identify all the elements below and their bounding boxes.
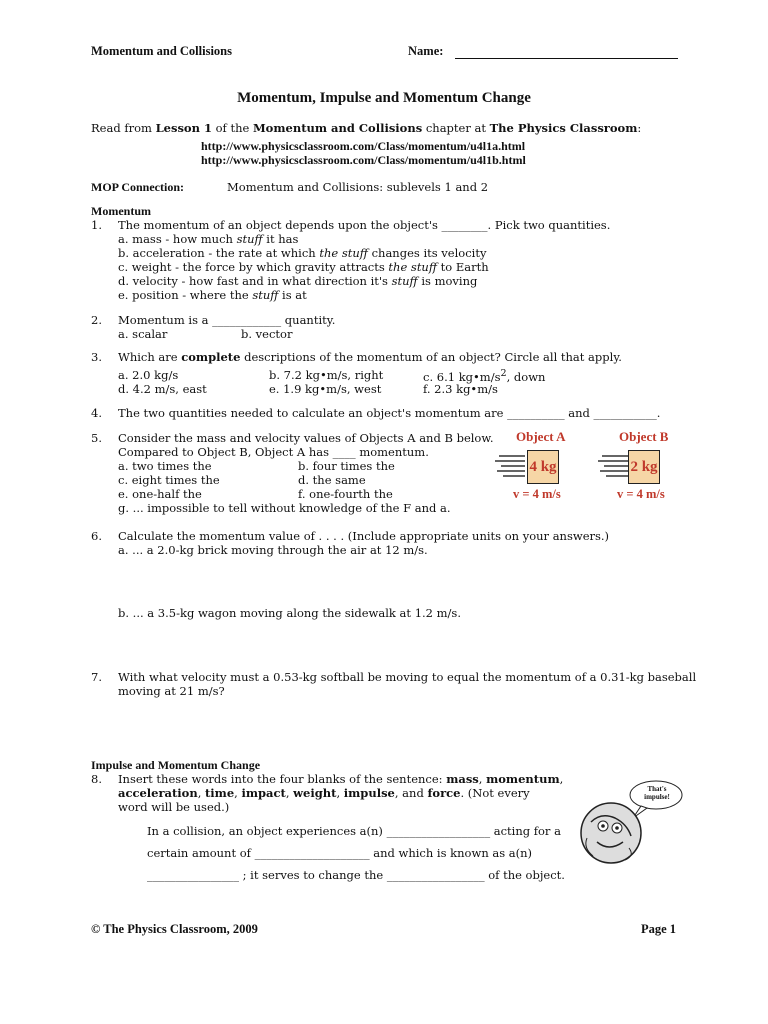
q7-number: 7. [91,670,102,684]
q3-option-b: b. 7.2 kg•m/s, right [269,368,384,382]
q1-option-a: a. mass - how much stuff it has [118,232,299,246]
q8-line1: Insert these words into the four blanks of the sentence: mass, momentum, [118,772,564,786]
q8-sentence-1: In a collision, an object experiences a(n) __________________ acting for a [147,824,561,838]
q6-part-a: a. ... a 2.0-kg brick moving through the air at 12 m/s. [118,543,428,557]
q1-option-c: c. weight - the force by which gravity attracts the stuff to Earth [118,260,489,274]
page-title: Momentum, Impulse and Momentum Change [237,90,531,106]
speech-bubble-text: That's impulse! [644,785,670,801]
object-b-box: 2 kg [628,450,660,484]
q3-text: Which are complete descriptions of the momentum of an object? Circle all that apply. [118,350,622,364]
q3-number: 3. [91,350,102,364]
q5-option-g: g. ... impossible to tell without knowledge of the F and a. [118,501,451,515]
object-b-velocity: v = 4 m/s [617,487,665,501]
q4-number: 4. [91,406,102,420]
motion-lines-b-icon [598,452,630,482]
q7-line1: With what velocity must a 0.53-kg softball be moving to equal the momentum of a 0.31-kg baseball [118,670,697,684]
q5-option-d: d. the same [298,473,366,487]
q8-line2: acceleration, time, impact, weight, impulse, and force. (Not every [118,786,530,800]
q1-option-d: d. velocity - how fast and in what direction it's stuff is moving [118,274,478,288]
section-impulse: Impulse and Momentum Change [91,758,261,772]
q3-option-c: c. 6.1 $kg•m/s^2$, down [423,368,546,384]
q6-number: 6. [91,529,102,543]
q5-option-e: e. one-half the [118,487,202,501]
q5-line1: Consider the mass and velocity values of Objects A and B below. [118,431,494,445]
q7-line2: moving at 21 m/s? [118,684,225,698]
q6-part-b: b. ... a 3.5-kg wagon moving along the sidewalk at 1.2 m/s. [118,606,461,620]
q5-line2: Compared to Object B, Object A has ____ momentum. [118,445,429,459]
object-a-box: 4 kg [527,450,559,484]
url-link-2[interactable]: http://www.physicsclassroom.com/Class/momentum/u4l1b.html [201,153,526,167]
mop-text: Momentum and Collisions: sublevels 1 and 2 [227,180,489,194]
q8-sentence-2: certain amount of ____________________ and which is known as a(n) [147,846,533,860]
mop-label: MOP Connection: [91,180,184,194]
q3-option-d: d. 4.2 m/s, east [118,382,207,396]
footer-copyright: © The Physics Classroom, 2009 [91,922,258,936]
q6-text: Calculate the momentum value of . . . . (Include appropriate units on your answers.) [118,529,610,543]
q2-option-b: b. vector [241,327,293,341]
q8-line3: word will be used.) [118,800,230,814]
q5-option-c: c. eight times the [118,473,220,487]
name-field-line[interactable] [455,58,678,59]
q4-text: The two quantities needed to calculate an object's momentum are __________ and ___________. [118,406,661,420]
section-momentum: Momentum [91,204,151,218]
intro-line: Read from Lesson 1 of the Momentum and Collisions chapter at The Physics Classroom: [91,121,642,135]
page-number: Page 1 [641,922,677,936]
q1-option-b: b. acceleration - the rate at which the stuff changes its velocity [118,246,487,260]
q5-option-a: a. two times the [118,459,212,473]
q8-sentence-3: ________________ ; it serves to change the _________________ of the object. [147,868,565,882]
q1-option-e: e. position - where the stuff is at [118,288,307,302]
q2-option-a: a. scalar [118,327,168,341]
q1-text: The momentum of an object depends upon the object's ________. Pick two quantities. [118,218,611,232]
url-link-1[interactable]: http://www.physicsclassroom.com/Class/momentum/u4l1a.html [201,139,526,153]
q5-number: 5. [91,431,102,445]
q5-option-f: f. one-fourth the [298,487,393,501]
q8-number: 8. [91,772,102,786]
object-a-velocity: v = 4 m/s [513,487,561,501]
header-title: Momentum and Collisions [91,44,232,58]
motion-lines-a-icon [495,452,527,482]
q2-text: Momentum is a ____________ quantity. [118,313,336,327]
q3-option-e: e. 1.9 kg•m/s, west [269,382,382,396]
q1-number: 1. [91,218,102,232]
name-label: Name: [408,44,444,58]
object-b-label: Object B [619,429,669,444]
q2-number: 2. [91,313,102,327]
q3-option-f: f. 2.3 kg•m/s [423,382,498,396]
object-a-label: Object A [516,429,566,444]
q5-option-b: b. four times the [298,459,395,473]
q3-option-a: a. 2.0 kg/s [118,368,179,382]
